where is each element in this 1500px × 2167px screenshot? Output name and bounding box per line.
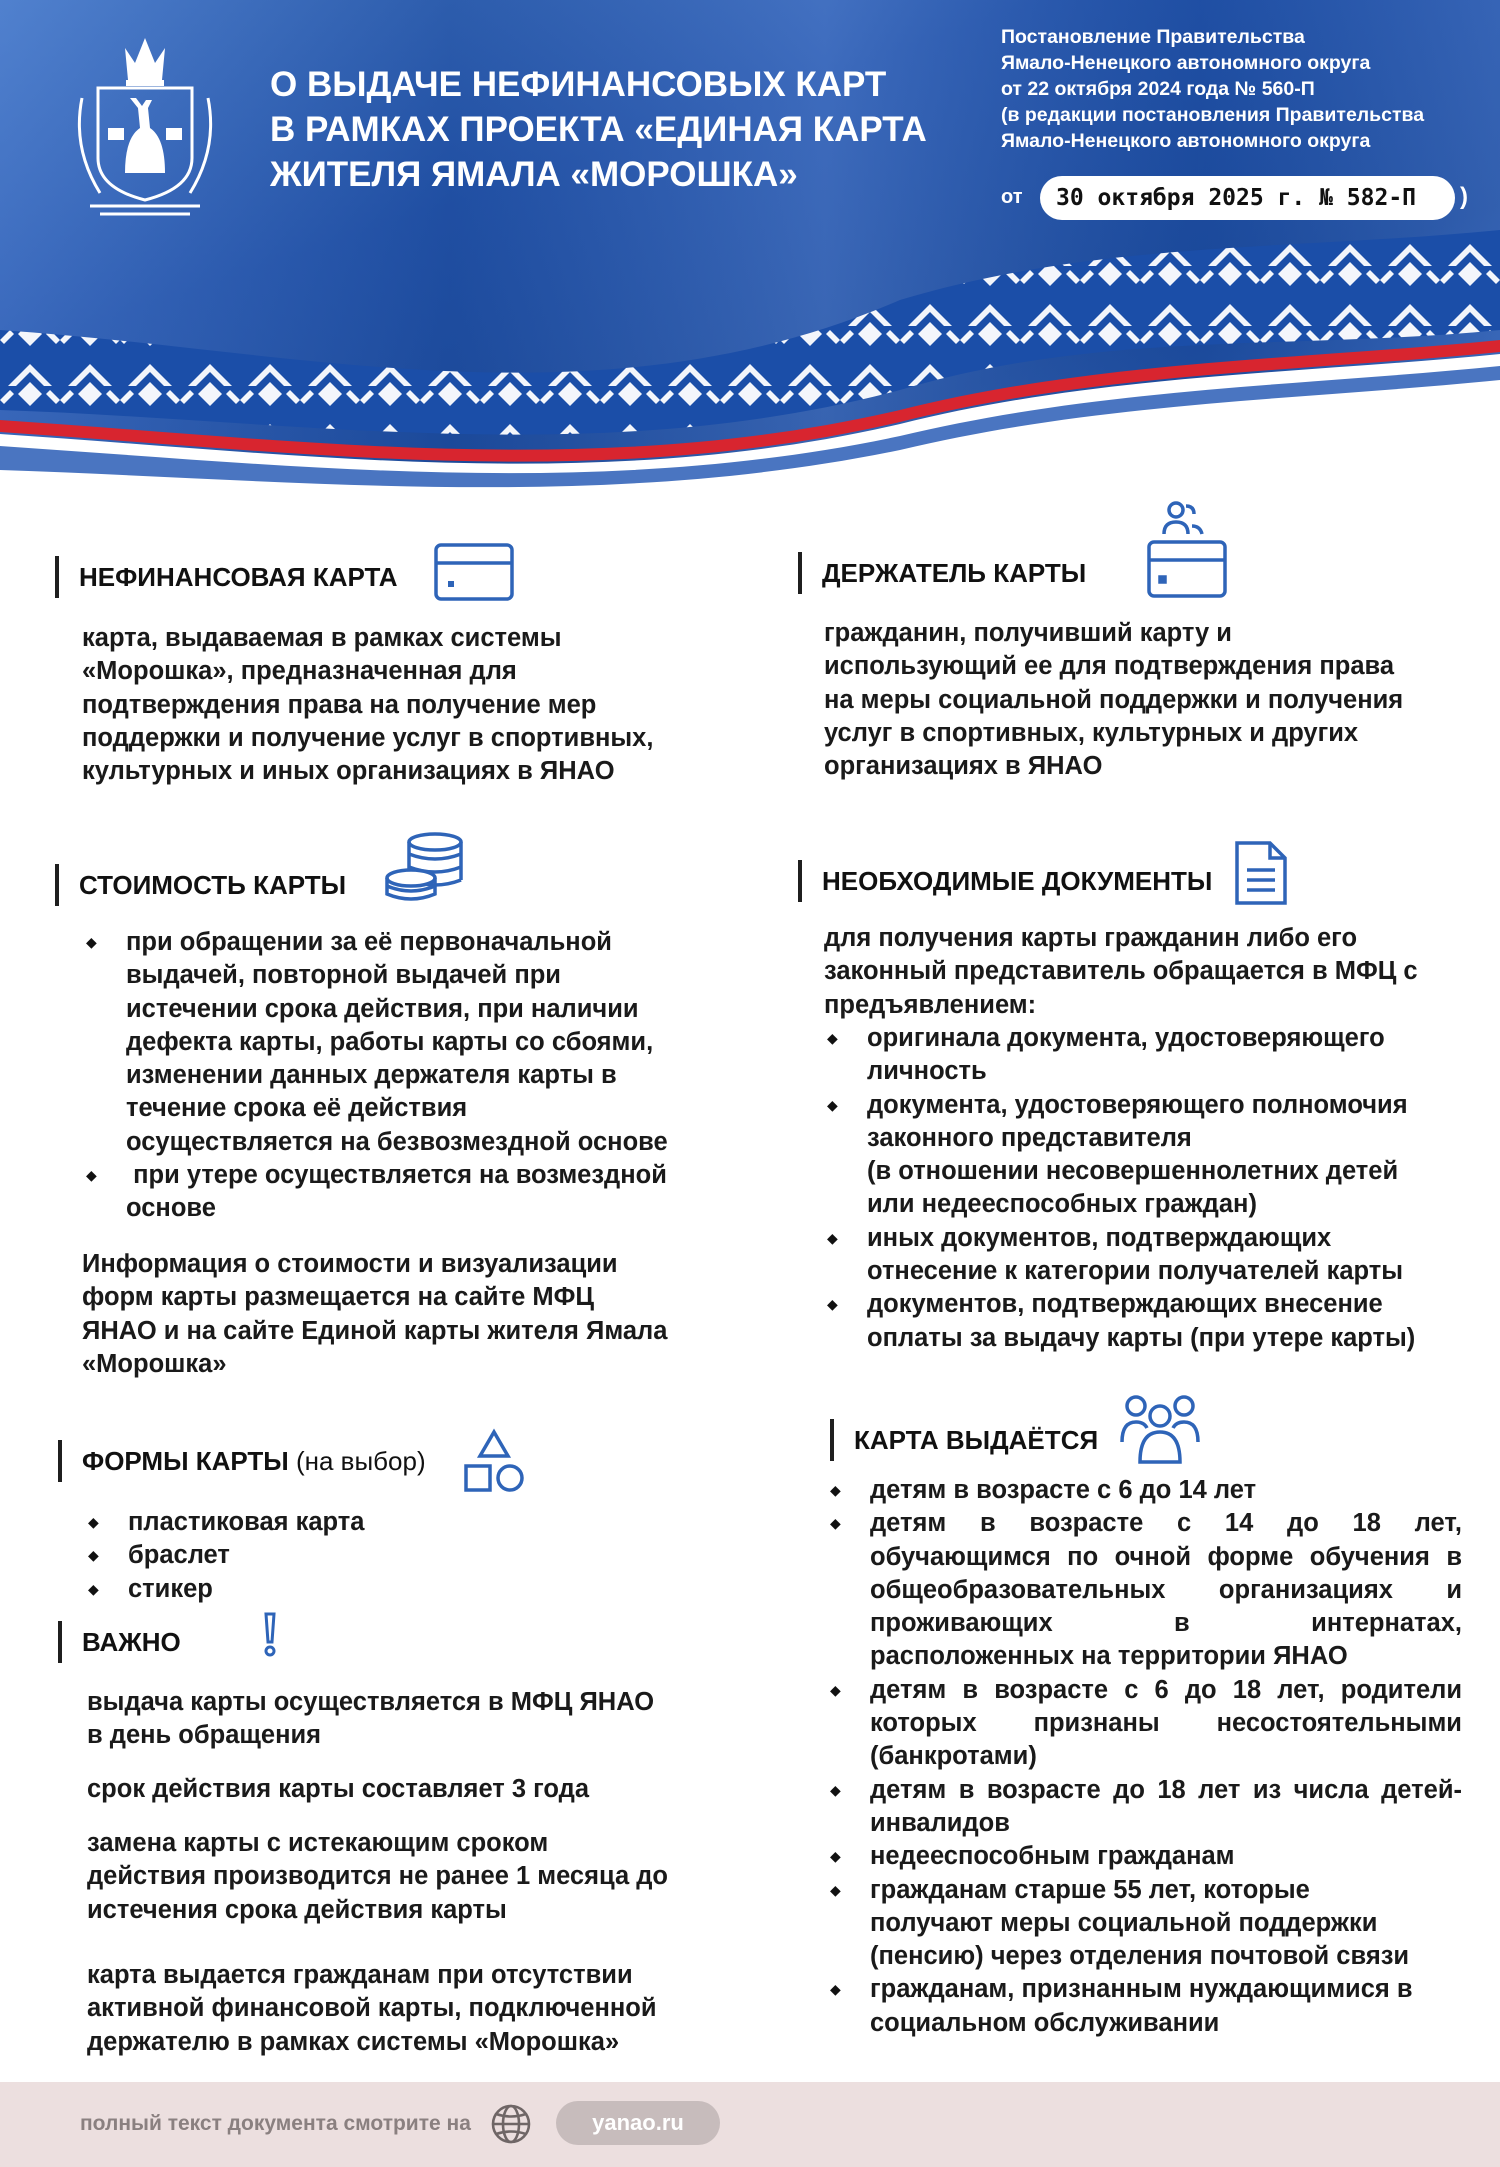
list-item: ◆ оригинала документа, удостоверяющего личность <box>823 1022 1415 1089</box>
footer-text: полный текст документа смотрите на <box>80 2112 471 2135</box>
list-item: ◆ иных документов, подтверждающих отнесение к категории получателей карты <box>823 1222 1415 1289</box>
card-icon <box>434 543 514 601</box>
cost-info-text: Информация о стоимости и визуализации форм карты размещается на сайте МФЦ ЯНАО и на сайте Единой карты жителя Ямала «Морошка» <box>82 1250 668 1378</box>
heading-bar <box>830 1419 834 1461</box>
list-item: ◆ гражданам старше 55 лет, которые получают меры социальной поддержки (пенсию) через отделения почтовой связи <box>826 1874 1462 1974</box>
card-holder-icon <box>1146 500 1228 598</box>
holder-text: гражданин, получивший карту и использующий ее для подтверждения права на меры социальной поддержки и получения услуг в спортивных, культурных и других организациях в ЯНАО <box>824 619 1404 781</box>
heading-bar <box>798 860 802 902</box>
shapes-icon <box>462 1428 526 1494</box>
coat-of-arms-icon <box>70 28 220 218</box>
important-item-3: замена карты с истекающим сроком действия производится не ранее 1 месяца до истечения срока действия карты <box>87 1829 669 1924</box>
heading-bar <box>58 1621 62 1663</box>
people-group-icon <box>1120 1392 1200 1466</box>
section-heading-cost: СТОИМОСТЬ КАРТЫ <box>55 864 346 906</box>
list-item: ◆ гражданам, признанным нуждающимися в социальном обслуживании <box>826 1973 1462 2040</box>
list-item: ◆ при утере осуществляется на возмездной основе <box>82 1159 668 1226</box>
globe-icon <box>490 2103 532 2145</box>
heading-bar <box>55 864 59 906</box>
list-item: ◆ детям в возрасте с 14 до 18 лет, обучающимся по очной форме обучения в общеобразовательных организациях и проживающих в интернатах, расположенных на территории ЯНАО <box>826 1507 1462 1673</box>
nonfinancial-text: карта, выдаваемая в рамках системы «Морошка», предназначенная для подтверждения права на получение мер поддержки и получение услуг в спортивных, культурных и иных организациях в ЯНАО <box>82 624 654 786</box>
section-heading-documents: НЕОБХОДИМЫЕ ДОКУМЕНТЫ <box>798 860 1212 902</box>
heading-bar <box>58 1440 62 1482</box>
important-item-1: выдача карты осуществляется в МФЦ ЯНАО в день обращения <box>87 1688 655 1750</box>
section-heading-important: ВАЖНО <box>58 1621 181 1663</box>
list-item: ◆ при обращении за её первоначальной выдачей, повторной выдачей при истечении срока действия, при наличии дефекта карты, работы карты со сбоями, изменении данных держателя карты в течение срока её действия осуществляется на безвозмездной основе <box>82 926 668 1159</box>
decree-ot-label: от <box>1001 186 1023 208</box>
important-item-4: карта выдается гражданам при отсутствии активной финансовой карты, подключенной держателю в рамках системы «Морошка» <box>87 1961 657 2056</box>
document-icon <box>1234 840 1288 906</box>
decree-close-paren: ) <box>1460 183 1468 210</box>
list-item: ◆ недееспособным гражданам <box>826 1840 1462 1873</box>
section-heading-nonfinancial: НЕФИНАНСОВАЯ КАРТА <box>55 556 398 598</box>
issued-list <box>826 1474 1462 2040</box>
section-heading-holder: ДЕРЖАТЕЛЬ КАРТЫ <box>798 552 1086 594</box>
list-item: ◆ документа, удостоверяющего полномочия законного представителя (в отношении несовершеннолетних детей или недееспособных граждан) <box>823 1089 1415 1222</box>
heading-bar <box>55 556 59 598</box>
list-item: ◆ стикер <box>84 1573 364 1606</box>
decree-date-pill: 30 октября 2025 г. № 582-П <box>1040 176 1455 220</box>
section-heading-forms: ФОРМЫ КАРТЫ (на выбор) <box>58 1440 426 1482</box>
cost-list <box>82 926 668 1226</box>
exclamation-icon <box>260 1612 280 1658</box>
forms-list <box>84 1506 364 1606</box>
decree-reference: Постановление Правительства Ямало-Ненецкого автономного округа от 22 октября 2024 года № 560-П (в редакции постановления Правительства Ямало-Ненецкого автономного округа <box>1001 26 1425 152</box>
footer <box>0 2082 1500 2167</box>
list-item: ◆ документов, подтверждающих внесение оплаты за выдачу карты (при утере карты) <box>823 1288 1415 1355</box>
important-item-2: срок действия карты составляет 3 года <box>87 1775 590 1803</box>
heading-bar <box>798 552 802 594</box>
section-heading-issued: КАРТА ВЫДАЁТСЯ <box>830 1419 1098 1461</box>
coins-icon <box>383 830 465 906</box>
list-item: ◆ браслет <box>84 1539 364 1572</box>
documents-list <box>823 1022 1415 1355</box>
site-link[interactable]: yanao.ru <box>556 2101 720 2145</box>
documents-intro: для получения карты гражданин либо его законный представитель обращается в МФЦ с предъявлением: <box>824 924 1418 1019</box>
list-item: ◆ детям в возрасте с 6 до 14 лет <box>826 1474 1462 1507</box>
page-title: О ВЫДАЧЕ НЕФИНАНСОВЫХ КАРТ В РАМКАХ ПРОЕКТА «ЕДИНАЯ КАРТА ЖИТЕЛЯ ЯМАЛА «МОРОШКА» <box>270 65 927 194</box>
header-banner <box>0 0 1500 510</box>
list-item: ◆ детям в возрасте с 6 до 18 лет, родители которых признаны несостоятельными (банкротами) <box>826 1674 1462 1774</box>
list-item: ◆ пластиковая карта <box>84 1506 364 1539</box>
list-item: ◆ детям в возрасте до 18 лет из числа детей- инвалидов <box>826 1774 1462 1841</box>
